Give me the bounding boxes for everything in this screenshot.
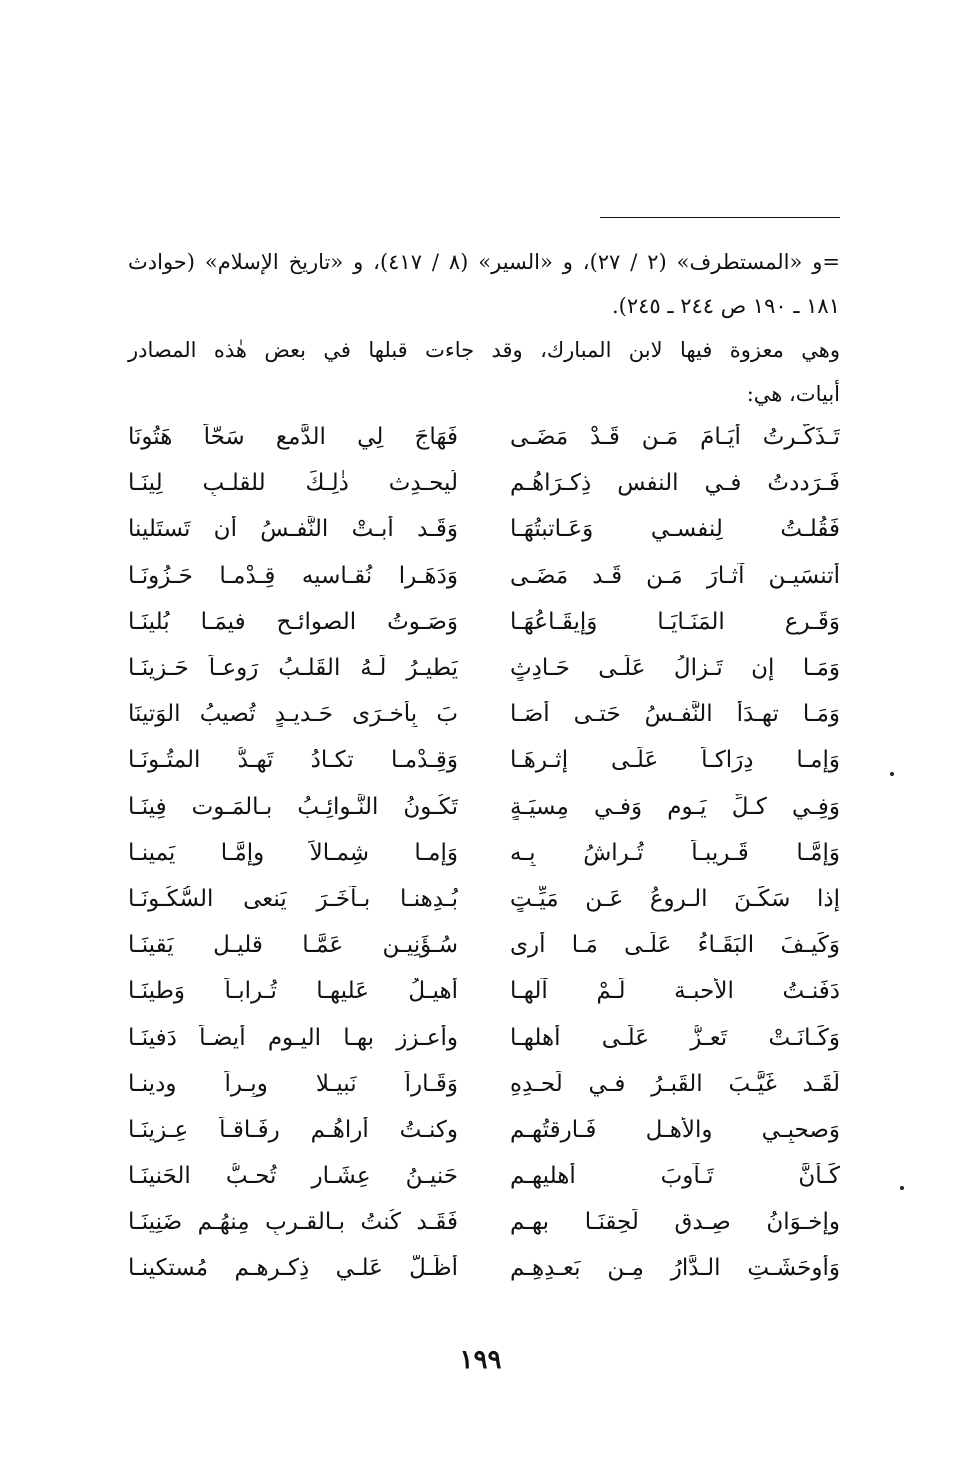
hemistich-first: وَمَـا إن تَـزالُ عَلَـى حَـادِثٍ <box>510 655 840 682</box>
poem <box>128 414 840 1292</box>
verse <box>128 737 840 783</box>
verse <box>128 1014 840 1060</box>
hemistich-first: وإخـوَانُ صِـدقٍ لَحِقنَـا بهـم <box>510 1209 840 1236</box>
hemistich-first: كَـأنَّ تَـآوبَ أهليهـم <box>510 1163 840 1190</box>
hemistich-second: يَطيـرُ لَـهُ القَلـبُ رَوعـاً حَـزينَـا <box>128 655 458 682</box>
hemistich-second: لُيحـدِث ذٰلِـكَ للقلـبِ لِينَـا <box>128 470 458 497</box>
hemistich-first: وَقَـرع المَنَـايَـا وَإيقَـاعُهَـا <box>510 608 840 635</box>
scan-speck <box>890 772 894 776</box>
footnote-separator <box>600 217 840 218</box>
hemistich-second: وَقَـاراً نَبيـلا وبِـراً ودينـا <box>128 1070 458 1097</box>
hemistich-second: بَ بِأُخـرَى حَـديـدٍ تُصيبُ الوَتينَا <box>128 701 458 728</box>
hemistich-second: حَنيـنُ عِشَـارٍ تُحـبُّ الحَنينَـا <box>128 1163 458 1190</box>
hemistich-first: وَكَـانَـتْ تَعـزُّ عَلَـى أهلهـا <box>510 1024 840 1051</box>
hemistich-first: تَـذَكَّـرتُ أيَـامَ مَـن قَـدْ مَضَـى <box>510 424 840 451</box>
verse <box>128 645 840 691</box>
footnote-block <box>128 240 840 416</box>
hemistich-second: سُـؤَنِيـن عَمَّـا قليـل يَقينَـا <box>128 932 458 959</box>
verse <box>128 553 840 599</box>
hemistich-second: وَقَـد أبـتْ النَّفـسُ أن تَستَلينا <box>128 516 458 543</box>
footnote-line-3: وهي معزوة فيها لابن المبارك، وقد جاءت قبلها في بعض هٰذه المصادر <box>128 338 840 362</box>
verse <box>128 460 840 506</box>
verse <box>128 506 840 552</box>
verse <box>128 414 840 460</box>
hemistich-first: دَفَنـتُ الأحبـة لَـمْ آلهـا <box>510 978 840 1005</box>
hemistich-first: وَأَوحَشَـتِ الـدَّارُ مِـن بَعـدِهِـم <box>510 1255 840 1282</box>
hemistich-second: وكنـتُ أراهُـم رِفَـاقـاً عِـزينَـا <box>128 1116 458 1143</box>
verse <box>128 876 840 922</box>
hemistich-first: وَإمَّـا قَـريبـاً تُـراشُ بِـه <box>510 839 840 866</box>
hemistich-first: فَقُلـتُ لِنفسـي وَعَـاتبتُهَـا <box>510 516 840 543</box>
verse <box>128 922 840 968</box>
hemistich-first: إذا سَكَـنَ الـروعُ عَـن مَيِّـتٍ <box>510 885 840 912</box>
verse <box>128 599 840 645</box>
hemistich-second: فَهَاجَ لِي الدَّمع سَحّاً هَتُونَا <box>128 424 458 451</box>
verse <box>128 830 840 876</box>
hemistich-second: تَكُـونُ النَّـوائِـبُ بـالمَـوت فِينَـا <box>128 793 458 820</box>
hemistich-second: فَقَـد كُنتُ بـالقـربِ مِنهُـم ضَنِينَـا <box>128 1209 458 1236</box>
verse <box>128 784 840 830</box>
footnote-line-2: ١٨١ ـ ١٩٠ ص ٢٤٤ ـ ٢٤٥). <box>611 294 840 318</box>
verse <box>128 1061 840 1107</box>
hemistich-first: فَـرَددتُ فـي النفس ذِكـرَاهُـم <box>510 470 840 497</box>
verse <box>128 1199 840 1245</box>
verse <box>128 1245 840 1291</box>
hemistich-second: بُـدِهنـا بـآخَـرَ يَنعى السُّكُـونَـا <box>128 885 458 912</box>
verse <box>128 968 840 1014</box>
hemistich-first: وَفِـي كـلِّ يَـومٍ وَفـي مِسيَـةٍ <box>510 793 840 820</box>
footnote-line-1: =و «المستطرف» (٢ / ٢٧)، و «السير» (٨ / ٤١٧)، و «تاريخ الإسلام» (حوادث <box>128 250 840 274</box>
hemistich-first: وَصحبِـي والأهـل فَـارقتُهـم <box>510 1116 840 1143</box>
hemistich-first: وَكَيـفَ البَقَـاءُ عَلَـى مَـا أرى <box>510 932 840 959</box>
hemistich-first: وَمَـا تهـدَأُ النَّفـسُ حَتـى أُصَـا <box>510 701 840 728</box>
footnote-line-4: أبيات، هي: <box>746 382 840 406</box>
hemistich-second: أُهيـلُ عَليهـا تُـرابـاً وَطينَـا <box>128 978 458 1005</box>
hemistich-second: وَقِـدْمـا تكـادُ تَهـدُّ المتُـونَـا <box>128 747 458 774</box>
hemistich-second: وأعـزز بهـا اليـوم أيضـاً دَفينَـا <box>128 1024 458 1051</box>
hemistich-first: لَقَـد غَيَّـبَ القَبـرُ فـي لَحـدِهِ <box>510 1070 840 1097</box>
hemistich-first: أتنسَيـن آثـارَ مَـن قَـد مَضَـى <box>510 562 840 589</box>
verse <box>128 1153 840 1199</box>
hemistich-second: وَإمـا شِمـالاً وإمَّـا يَمينـا <box>128 839 458 866</box>
hemistich-second: وَدَهَـرا نُقـاسيه قِـدْمـا حَـزُونَـا <box>128 562 458 589</box>
verse <box>128 691 840 737</box>
page-number: ١٩٩ <box>459 1345 502 1375</box>
hemistich-second: أظَـلُّ عَلـي ذِكـرِهـم مُستكينـا <box>128 1255 458 1282</box>
hemistich-second: وَصَـوتُ الصوائـح فيمَـا بُلينَـا <box>128 608 458 635</box>
hemistich-first: وَإمـا دِرَاكـاً عَلَـى إثـرِهَـا <box>510 747 840 774</box>
scan-speck <box>900 1186 904 1190</box>
verse <box>128 1107 840 1153</box>
